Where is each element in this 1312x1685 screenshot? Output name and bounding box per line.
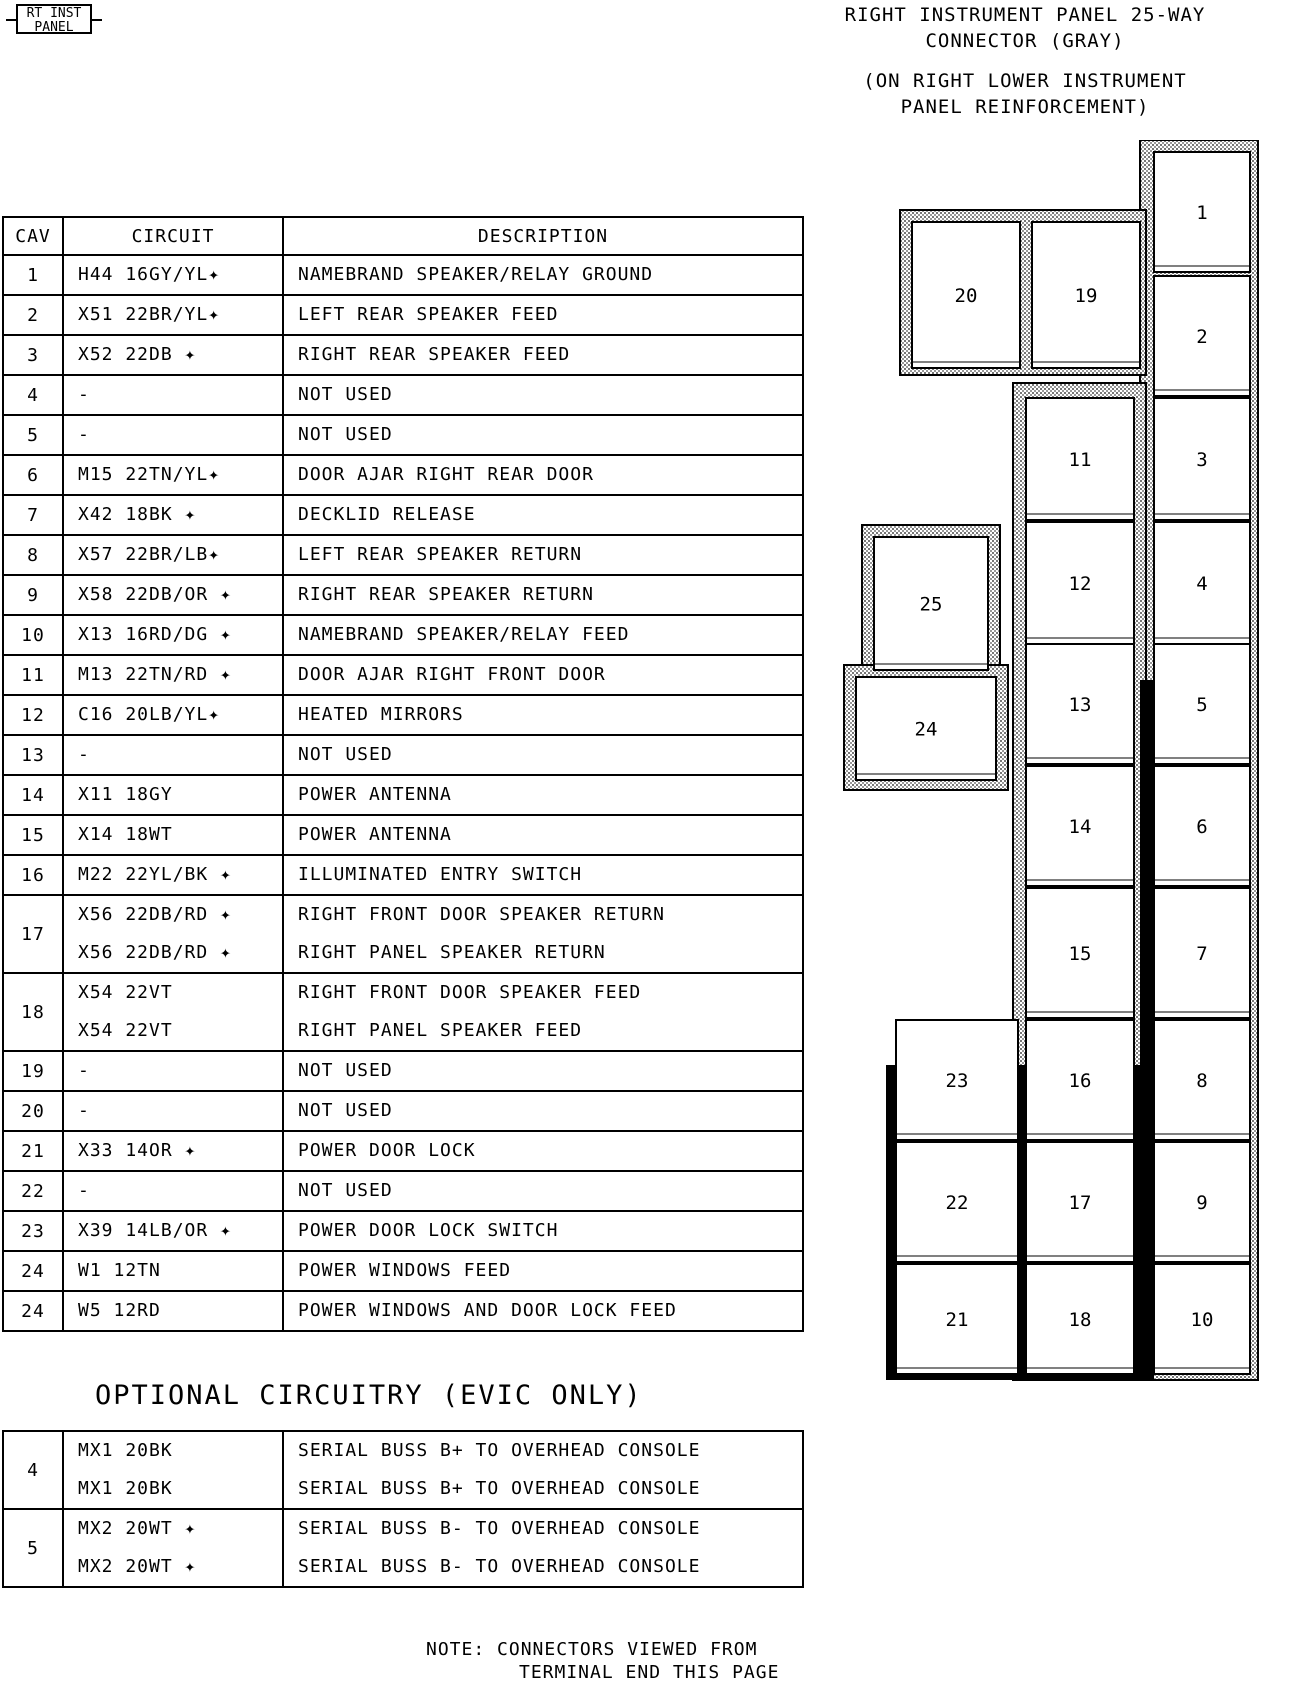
cell-description — [283, 615, 803, 655]
header-description: DESCRIPTION — [283, 217, 803, 255]
cavity-21 — [896, 1264, 1018, 1374]
description-text: RIGHT REAR SPEAKER RETURN — [298, 584, 594, 605]
cell-description — [283, 775, 803, 815]
description-text: RIGHT FRONT DOOR SPEAKER RETURN — [298, 904, 665, 925]
cell-circuit — [63, 615, 283, 655]
connector-face-diagram — [840, 140, 1300, 1480]
description-text: DECKLID RELEASE — [298, 504, 476, 525]
cell-cav: 7 — [3, 495, 63, 535]
circuit-code: MX1 20BK — [78, 1478, 173, 1499]
description-text: NOT USED — [298, 1060, 393, 1081]
cell-description — [283, 1251, 803, 1291]
cavity-3-label: 3 — [1196, 449, 1208, 471]
description-text: RIGHT PANEL SPEAKER FEED — [298, 1020, 583, 1041]
description-text: NOT USED — [298, 1100, 393, 1121]
cell-cav: 11 — [3, 655, 63, 695]
cell-cav: 19 — [3, 1051, 63, 1091]
table-row — [3, 1091, 803, 1131]
tag-line2: PANEL — [34, 20, 74, 35]
cell-cav: 24 — [3, 1291, 63, 1331]
tag-line1: RT INST — [26, 6, 82, 21]
table-row — [3, 815, 803, 855]
cell-circuit — [63, 655, 283, 695]
cavity-16-label: 16 — [1068, 1070, 1092, 1092]
cavity-22 — [896, 1142, 1018, 1262]
cell-circuit — [63, 535, 283, 575]
table-row — [3, 1051, 803, 1091]
table-row — [3, 375, 803, 415]
table-row — [3, 255, 803, 295]
description-text: POWER DOOR LOCK SWITCH — [298, 1220, 559, 1241]
cell-cav: 17 — [3, 895, 63, 973]
circuit-code: W1 12TN — [78, 1260, 161, 1281]
cell-cav: 10 — [3, 615, 63, 655]
cell-circuit — [63, 1431, 283, 1509]
cavity-8 — [1154, 1020, 1250, 1140]
cavity-19 — [1032, 222, 1140, 368]
cell-description — [283, 855, 803, 895]
circuit-code: X14 18WT — [78, 824, 173, 845]
description-text: LEFT REAR SPEAKER FEED — [298, 304, 559, 325]
cell-cav: 6 — [3, 455, 63, 495]
cell-circuit — [63, 295, 283, 335]
cavity-2 — [1154, 276, 1250, 396]
circuit-code: X42 18BK ✦ — [78, 504, 197, 525]
table-row — [3, 455, 803, 495]
cavity-6-label: 6 — [1196, 816, 1208, 838]
cell-description — [283, 495, 803, 535]
cell-cav: 23 — [3, 1211, 63, 1251]
description-text: ILLUMINATED ENTRY SWITCH — [298, 864, 583, 885]
circuit-code: MX2 20WT ✦ — [78, 1518, 197, 1539]
cavity-5-label: 5 — [1196, 694, 1208, 716]
cell-circuit — [63, 455, 283, 495]
note-line1: NOTE: CONNECTORS VIEWED FROM — [426, 1639, 758, 1660]
cavity-13 — [1026, 644, 1134, 764]
table-row — [3, 1131, 803, 1171]
cell-description — [283, 295, 803, 335]
cavity-18 — [1026, 1264, 1134, 1374]
cavity-14 — [1026, 766, 1134, 886]
cell-description — [283, 973, 803, 1051]
cavity-22-label: 22 — [945, 1192, 969, 1214]
cavity-1-label: 1 — [1196, 202, 1208, 224]
circuit-code: - — [78, 384, 90, 405]
table-row — [3, 973, 803, 1051]
cell-cav: 21 — [3, 1131, 63, 1171]
cell-description — [283, 1431, 803, 1509]
description-text: NOT USED — [298, 424, 393, 445]
cell-cav: 4 — [3, 375, 63, 415]
cavity-3 — [1154, 398, 1250, 520]
cavity-2-label: 2 — [1196, 326, 1208, 348]
cell-circuit — [63, 775, 283, 815]
cavity-20-label: 20 — [954, 285, 978, 307]
cavity-20 — [912, 222, 1020, 368]
cell-cav: 24 — [3, 1251, 63, 1291]
table-row — [3, 655, 803, 695]
cavity-10 — [1154, 1264, 1250, 1374]
cell-circuit — [63, 415, 283, 455]
description-text: SERIAL BUSS B+ TO OVERHEAD CONSOLE — [298, 1478, 701, 1499]
table-row — [3, 695, 803, 735]
circuit-code: - — [78, 744, 90, 765]
circuit-code: X58 22DB/OR ✦ — [78, 584, 232, 605]
cell-circuit — [63, 735, 283, 775]
cavity-17 — [1026, 1142, 1134, 1262]
cavity-6 — [1154, 766, 1250, 886]
cavity-9 — [1154, 1142, 1250, 1262]
cavity-13-label: 13 — [1068, 694, 1092, 716]
cavity-11 — [1026, 398, 1134, 520]
cavity-15-label: 15 — [1068, 943, 1092, 965]
optional-table — [2, 1430, 804, 1588]
table-row — [3, 1251, 803, 1291]
tag-line-right — [92, 19, 102, 21]
table-row — [3, 1509, 803, 1587]
table-row — [3, 855, 803, 895]
cavity-12 — [1026, 522, 1134, 644]
cell-cav: 14 — [3, 775, 63, 815]
cell-circuit — [63, 1051, 283, 1091]
title-line4: PANEL REINFORCEMENT) — [900, 96, 1150, 118]
cell-circuit — [63, 1251, 283, 1291]
circuit-code: M22 22YL/BK ✦ — [78, 864, 232, 885]
cavity-9-label: 9 — [1196, 1192, 1208, 1214]
cell-circuit — [63, 815, 283, 855]
circuit-code: C16 20LB/YL✦ — [78, 704, 221, 725]
cell-circuit — [63, 1131, 283, 1171]
table-row — [3, 575, 803, 615]
optional-circuitry-title: OPTIONAL CIRCUITRY (EVIC ONLY) — [95, 1380, 643, 1411]
cell-description — [283, 1291, 803, 1331]
table-row — [3, 415, 803, 455]
table-row — [3, 1291, 803, 1331]
cell-description — [283, 735, 803, 775]
circuit-code: M13 22TN/RD ✦ — [78, 664, 232, 685]
cell-circuit — [63, 1291, 283, 1331]
cell-circuit — [63, 575, 283, 615]
description-text: SERIAL BUSS B+ TO OVERHEAD CONSOLE — [298, 1440, 701, 1461]
description-text: POWER ANTENNA — [298, 824, 452, 845]
cell-circuit — [63, 375, 283, 415]
cavity-16 — [1026, 1020, 1134, 1140]
table-row — [3, 895, 803, 973]
cell-description — [283, 255, 803, 295]
cell-cav: 5 — [3, 415, 63, 455]
cell-description — [283, 1509, 803, 1587]
circuit-code: X54 22VT — [78, 1020, 173, 1041]
pinout-table — [2, 216, 804, 1332]
circuit-code: MX1 20BK — [78, 1440, 173, 1461]
circuit-code: - — [78, 1060, 90, 1081]
circuit-code: X56 22DB/RD ✦ — [78, 942, 232, 963]
cell-description — [283, 895, 803, 973]
header-circuit: CIRCUIT — [63, 217, 283, 255]
cell-circuit — [63, 855, 283, 895]
description-text: NOT USED — [298, 384, 393, 405]
title-line2: CONNECTOR (GRAY) — [925, 30, 1125, 52]
cavity-23 — [896, 1020, 1018, 1140]
description-text: POWER WINDOWS AND DOOR LOCK FEED — [298, 1300, 677, 1321]
cell-circuit — [63, 495, 283, 535]
cell-circuit — [63, 335, 283, 375]
table-row — [3, 335, 803, 375]
cell-cav: 1 — [3, 255, 63, 295]
cell-description — [283, 815, 803, 855]
cavity-4 — [1154, 522, 1250, 644]
cell-cav: 22 — [3, 1171, 63, 1211]
description-text: RIGHT PANEL SPEAKER RETURN — [298, 942, 606, 963]
circuit-code: X13 16RD/DG ✦ — [78, 624, 232, 645]
circuit-code: X57 22BR/LB✦ — [78, 544, 221, 565]
cell-circuit — [63, 895, 283, 973]
cell-cav: 8 — [3, 535, 63, 575]
cell-circuit — [63, 973, 283, 1051]
cell-description — [283, 1051, 803, 1091]
table-row — [3, 1211, 803, 1251]
cavity-5 — [1154, 644, 1250, 764]
circuit-code: X11 18GY — [78, 784, 173, 805]
connector-location — [830, 68, 1220, 120]
cavity-7 — [1154, 888, 1250, 1018]
description-text: NOT USED — [298, 744, 393, 765]
note-line2: TERMINAL END THIS PAGE — [519, 1662, 780, 1683]
cavity-10-label: 10 — [1190, 1309, 1214, 1331]
cell-circuit — [63, 1211, 283, 1251]
cavity-24-label: 24 — [914, 718, 938, 741]
cavity-1 — [1154, 152, 1250, 272]
circuit-code: W5 12RD — [78, 1300, 161, 1321]
title-line3: (ON RIGHT LOWER INSTRUMENT — [863, 70, 1187, 92]
cell-cav: 3 — [3, 335, 63, 375]
cell-circuit — [63, 1509, 283, 1587]
description-text: LEFT REAR SPEAKER RETURN — [298, 544, 583, 565]
circuit-code: X33 14OR ✦ — [78, 1140, 197, 1161]
cell-description — [283, 1091, 803, 1131]
description-text: POWER WINDOWS FEED — [298, 1260, 512, 1281]
connector-title — [830, 2, 1220, 54]
cell-circuit — [63, 1091, 283, 1131]
cavity-14-label: 14 — [1068, 816, 1092, 838]
cell-description — [283, 415, 803, 455]
cell-cav: 15 — [3, 815, 63, 855]
cell-cav: 5 — [3, 1509, 63, 1587]
cell-circuit — [63, 695, 283, 735]
description-text: NAMEBRAND SPEAKER/RELAY GROUND — [298, 264, 654, 285]
circuit-code: X39 14LB/OR ✦ — [78, 1220, 232, 1241]
table-row — [3, 615, 803, 655]
cavity-18-label: 18 — [1068, 1309, 1092, 1331]
cavity-17-label: 17 — [1068, 1192, 1092, 1214]
cell-description — [283, 695, 803, 735]
cell-circuit — [63, 1171, 283, 1211]
circuit-code: - — [78, 424, 90, 445]
cell-description — [283, 575, 803, 615]
circuit-code: - — [78, 1180, 90, 1201]
cell-cav: 16 — [3, 855, 63, 895]
cavity-25-label: 25 — [919, 593, 943, 616]
cavity-11-label: 11 — [1068, 449, 1092, 471]
description-text: DOOR AJAR RIGHT FRONT DOOR — [298, 664, 606, 685]
cell-description — [283, 1131, 803, 1171]
table-row — [3, 295, 803, 335]
cavity-19-label: 19 — [1074, 285, 1098, 307]
circuit-code: MX2 20WT ✦ — [78, 1556, 197, 1577]
title-line1: RIGHT INSTRUMENT PANEL 25-WAY — [844, 4, 1206, 26]
circuit-code: M15 22TN/YL✦ — [78, 464, 221, 485]
cell-description — [283, 655, 803, 695]
cavity-23-label: 23 — [945, 1070, 969, 1092]
circuit-code: X56 22DB/RD ✦ — [78, 904, 232, 925]
rt-inst-panel-tag — [16, 4, 92, 34]
description-text: POWER ANTENNA — [298, 784, 452, 805]
cavity-25 — [874, 537, 988, 670]
cell-cav: 4 — [3, 1431, 63, 1509]
cell-cav: 2 — [3, 295, 63, 335]
cell-circuit — [63, 255, 283, 295]
circuit-code: X54 22VT — [78, 982, 173, 1003]
description-text: RIGHT REAR SPEAKER FEED — [298, 344, 571, 365]
table-header-row — [3, 217, 803, 255]
tag-line-left — [6, 19, 16, 21]
cell-description — [283, 335, 803, 375]
table-row — [3, 1171, 803, 1211]
cavity-15 — [1026, 888, 1134, 1018]
cell-description — [283, 1171, 803, 1211]
circuit-code: H44 16GY/YL✦ — [78, 264, 221, 285]
table-row — [3, 535, 803, 575]
cell-description — [283, 375, 803, 415]
cavity-12-label: 12 — [1068, 573, 1092, 595]
description-text: POWER DOOR LOCK — [298, 1140, 476, 1161]
circuit-code: X52 22DB ✦ — [78, 344, 197, 365]
cell-cav: 18 — [3, 973, 63, 1051]
description-text: SERIAL BUSS B- TO OVERHEAD CONSOLE — [298, 1518, 701, 1539]
description-text: DOOR AJAR RIGHT REAR DOOR — [298, 464, 594, 485]
circuit-code: X51 22BR/YL✦ — [78, 304, 221, 325]
table-row — [3, 495, 803, 535]
cavity-24 — [856, 677, 996, 780]
cavity-4-label: 4 — [1196, 573, 1208, 595]
description-text: HEATED MIRRORS — [298, 704, 464, 725]
table-row — [3, 775, 803, 815]
table-row — [3, 735, 803, 775]
table-row — [3, 1431, 803, 1509]
cavity-21-label: 21 — [945, 1309, 969, 1331]
cell-cav: 20 — [3, 1091, 63, 1131]
cavity-7-label: 7 — [1196, 943, 1208, 965]
cell-cav: 12 — [3, 695, 63, 735]
header-cav: CAV — [3, 217, 63, 255]
circuit-code: - — [78, 1100, 90, 1121]
cavity-8-label: 8 — [1196, 1070, 1208, 1092]
cell-description — [283, 1211, 803, 1251]
cell-description — [283, 455, 803, 495]
description-text: SERIAL BUSS B- TO OVERHEAD CONSOLE — [298, 1556, 701, 1577]
cell-cav: 9 — [3, 575, 63, 615]
description-text: RIGHT FRONT DOOR SPEAKER FEED — [298, 982, 642, 1003]
cell-cav: 13 — [3, 735, 63, 775]
description-text: NOT USED — [298, 1180, 393, 1201]
description-text: NAMEBRAND SPEAKER/RELAY FEED — [298, 624, 630, 645]
cell-description — [283, 535, 803, 575]
